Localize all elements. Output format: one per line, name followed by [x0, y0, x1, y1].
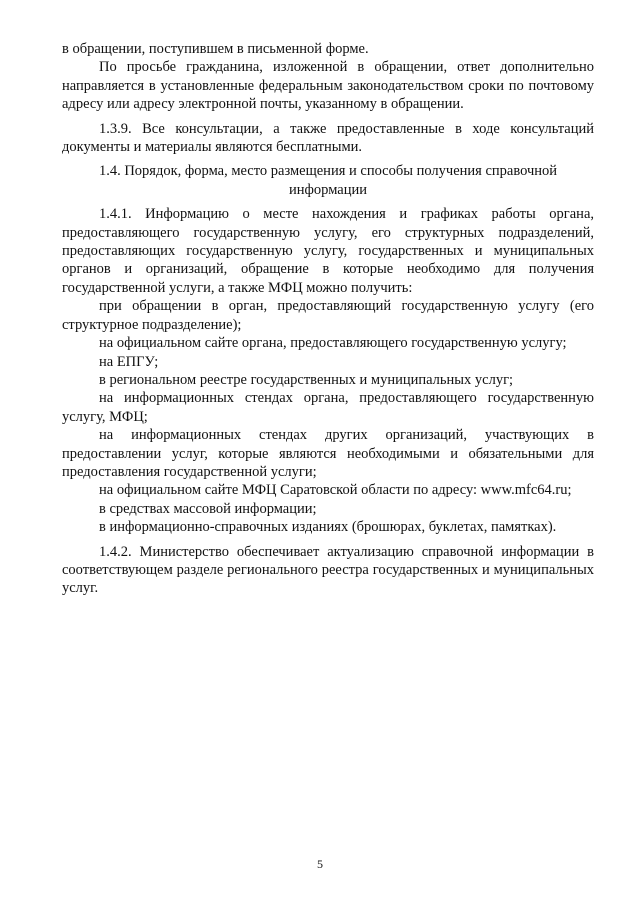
page-number: 5: [317, 857, 323, 871]
list-item: на информационных стендах органа, предоставляющего государственную услугу, МФЦ;: [62, 390, 594, 425]
list-item: на официальном сайте органа, предоставляющего государственную услугу;: [99, 335, 567, 352]
list-item: на официальном сайте МФЦ Саратовской области по адресу: www.mfc64.ru;: [99, 482, 572, 499]
paragraph-1-3-9: 1.3.9. Все консультации, а также предоставленные в ходе консультаций документы и материалы являются бесплатными.: [62, 120, 594, 156]
list-item: в информационно-справочных изданиях (брошюрах, буклетах, памятках).: [99, 519, 557, 536]
document-page: [62, 40, 594, 598]
list-item: при обращении в орган, предоставляющий государственную услугу (его структурное подразделение);: [62, 298, 594, 333]
paragraph-continuation: в обращении, поступившем в письменной форме.: [62, 41, 369, 57]
list-item: в средствах массовой информации;: [99, 500, 317, 517]
paragraph-response-delivery: По просьбе гражданина, изложенной в обращении, ответ дополнительно направляется в установленные федеральным законодательством сроки по почтовому адресу или адресу электронной почты, указанному в обращении.: [62, 59, 594, 113]
paragraph-1-4-1: 1.4.1. Информацию о месте нахождения и графиках работы органа, предоставляющего государственную услугу, его структурных подразделений, предоставляющих государственную услугу, государственных и муниципальных органов и организаций, обращение в которые необходимо для получения государственной услуги, а также МФЦ можно получить:: [62, 206, 594, 296]
section-heading-1-4: 1.4. Порядок, форма, место размещения и способы получения справочной информации: [98, 163, 558, 198]
list-item: в региональном реестре государственных и муниципальных услуг;: [99, 371, 514, 388]
list-item: на ЕПГУ;: [99, 353, 159, 370]
paragraph-1-4-2: 1.4.2. Министерство обеспечивает актуализацию справочной информации в соответствующем разделе регионального реестра государственных и муниципальных услуг.: [62, 543, 594, 597]
list-item: на информационных стендах других организаций, участвующих в предоставлении услуг, которые являются необходимыми и обязательными для предоставления государственной услуги;: [62, 427, 594, 480]
